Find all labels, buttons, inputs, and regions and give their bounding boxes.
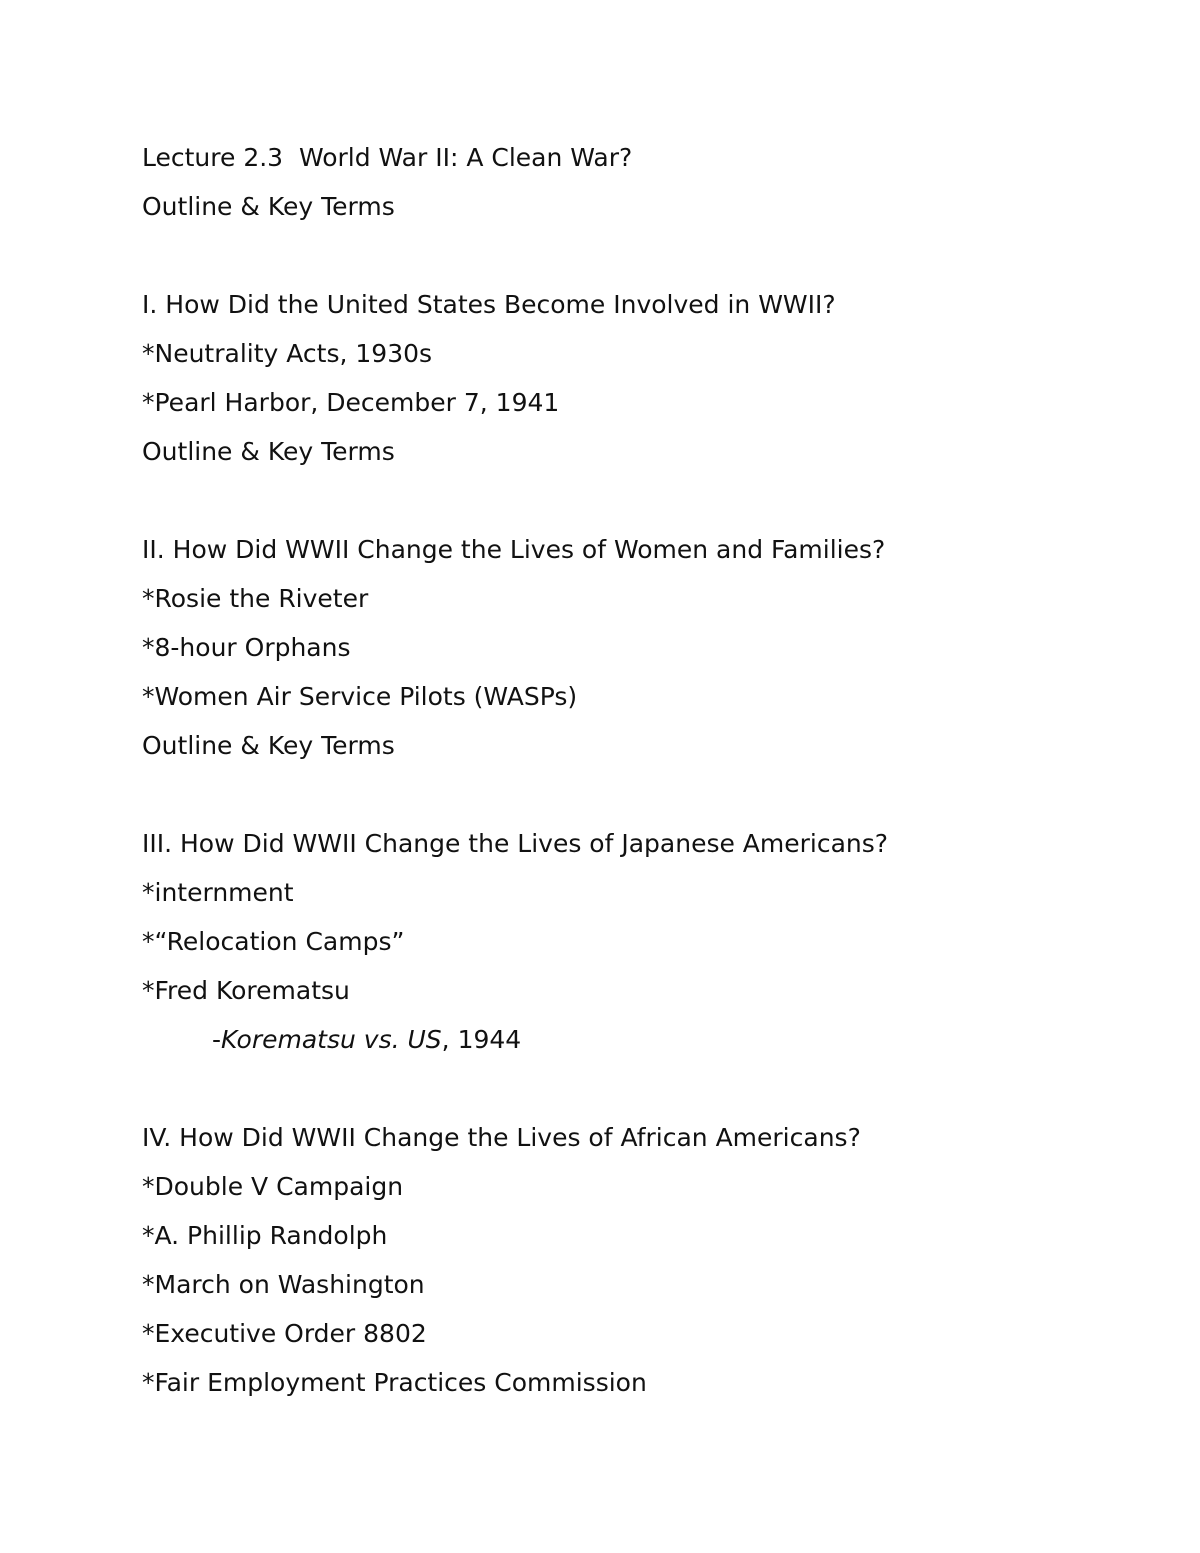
key-term: *Rosie the Riveter [142, 584, 369, 613]
case-year: , 1944 [441, 1025, 522, 1054]
spacer [142, 773, 1102, 822]
outline-subtitle: Outline & Key Terms [142, 437, 395, 466]
key-term: *A. Phillip Randolph [142, 1221, 388, 1250]
outline-subtitle: Outline & Key Terms [142, 731, 395, 760]
lecture-title: Lecture 2.3 World War II: A Clean War? [142, 143, 633, 172]
key-term: *Executive Order 8802 [142, 1319, 427, 1348]
spacer [142, 1067, 1102, 1116]
key-term: *“Relocation Camps” [142, 927, 405, 956]
key-term: *Pearl Harbor, December 7, 1941 [142, 388, 560, 417]
key-term: *Double V Campaign [142, 1172, 404, 1201]
spacer [142, 234, 1102, 283]
key-term: *Women Air Service Pilots (WASPs) [142, 682, 578, 711]
key-term: *Neutrality Acts, 1930s [142, 339, 433, 368]
section-heading-1: I. How Did the United States Become Involved in WWII? [142, 290, 836, 319]
outline-subtitle: Outline & Key Terms [142, 192, 395, 221]
key-term: *Fred Korematsu [142, 976, 350, 1005]
key-term: *8-hour Orphans [142, 633, 351, 662]
section-heading-3: III. How Did WWII Change the Lives of Japanese Americans? [142, 829, 889, 858]
case-citation [142, 1018, 1102, 1067]
outline-content [142, 136, 1102, 1410]
key-term: *March on Washington [142, 1270, 425, 1299]
key-term: *Fair Employment Practices Commission [142, 1368, 647, 1397]
section-heading-2: II. How Did WWII Change the Lives of Women and Families? [142, 535, 886, 564]
key-term: *internment [142, 878, 294, 907]
spacer [142, 479, 1102, 528]
section-heading-4: IV. How Did WWII Change the Lives of African Americans? [142, 1123, 861, 1152]
case-name: Korematsu vs. US [221, 1025, 442, 1054]
case-prefix: - [212, 1025, 222, 1054]
